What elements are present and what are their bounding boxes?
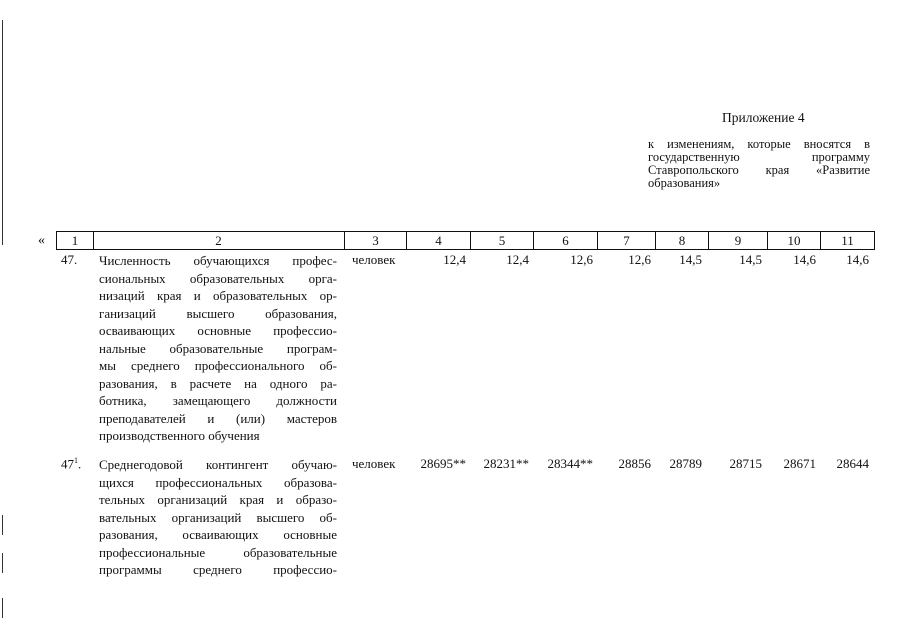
header-cell-7: 7	[598, 231, 656, 250]
scan-edge-line	[2, 20, 3, 245]
description-line: ганизаций высшего образования,	[99, 305, 337, 321]
header-cell-5: 5	[471, 231, 534, 250]
header-cell-2: 2	[93, 231, 345, 250]
row-value-col9: 28715	[729, 456, 762, 471]
row-number-main: 47	[61, 456, 74, 472]
row-value-col8: 14,5	[679, 252, 702, 267]
row-value-col8: 28789	[669, 456, 702, 471]
header-cell-1: 1	[56, 231, 94, 250]
row-value-col10: 28671	[783, 456, 816, 471]
description-line: осваивающих основные профессио-	[99, 323, 337, 338]
row-description	[99, 252, 337, 445]
header-cell-4: 4	[407, 231, 471, 250]
header-cell-10: 10	[768, 231, 821, 250]
row-unit: человек	[352, 456, 396, 471]
opening-quote: «	[38, 233, 45, 248]
description-line: Численность обучающихся профес-	[99, 253, 337, 268]
description-line: программы среднего профессио-	[99, 562, 337, 577]
appendix-subtitle: к изменениям, которые вносятся в государственную программу Ставропольского края «Развитие образования»	[648, 137, 870, 190]
row-value-col11: 14,6	[846, 252, 869, 267]
description-line: Среднегодовой контингент обучаю-	[99, 457, 337, 472]
appendix-title: Приложение 4	[722, 110, 805, 125]
row-number-suffix: .	[78, 456, 82, 472]
description-line: мы среднего профессионального об-	[99, 358, 337, 373]
description-line: разования, осваивающих основные	[99, 527, 337, 542]
row-value-col9: 14,5	[739, 252, 762, 267]
description-line: ботника, замещающего должности	[99, 393, 337, 408]
header-cell-3: 3	[345, 231, 407, 250]
header-cell-9: 9	[709, 231, 768, 250]
row-value-col4: 12,4	[443, 252, 466, 267]
header-cell-11: 11	[821, 231, 875, 250]
description-line: преподавателей и (или) мастеров	[99, 410, 337, 426]
row-value-col7: 12,6	[628, 252, 651, 267]
row-number: 47.	[61, 252, 78, 267]
row-description	[99, 456, 337, 579]
scan-edge-mark	[2, 515, 3, 535]
description-line: разования, в расчете на одного ра-	[99, 375, 337, 391]
row-number	[61, 456, 81, 472]
header-cell-6: 6	[534, 231, 598, 250]
description-line: профессиональные образовательные	[99, 544, 337, 560]
row-value-col6: 28344**	[547, 456, 593, 471]
row-value-col5: 12,4	[506, 252, 529, 267]
row-value-col11: 28644	[836, 456, 869, 471]
description-line: низаций края и образовательных ор-	[99, 288, 337, 303]
row-value-col10: 14,6	[793, 252, 816, 267]
row-number-superscript: 1	[74, 456, 78, 465]
row-value-col5: 28231**	[483, 456, 529, 471]
description-line: тельных организаций края и образо-	[99, 492, 337, 507]
description-line: нальные образовательные програм-	[99, 340, 337, 356]
description-line: сиональных образовательных орга-	[99, 270, 337, 286]
row-value-col7: 28856	[618, 456, 651, 471]
scan-edge-mark	[2, 553, 3, 573]
row-unit: человек	[352, 252, 396, 267]
description-line: производственного обучения	[99, 428, 260, 443]
row-value-col4: 28695**	[420, 456, 466, 471]
row-value-col6: 12,6	[570, 252, 593, 267]
description-line: щихся профессиональных образова-	[99, 474, 337, 490]
header-cell-8: 8	[656, 231, 709, 250]
description-line: вательных организаций высшего об-	[99, 509, 337, 525]
scan-edge-mark	[2, 598, 3, 618]
